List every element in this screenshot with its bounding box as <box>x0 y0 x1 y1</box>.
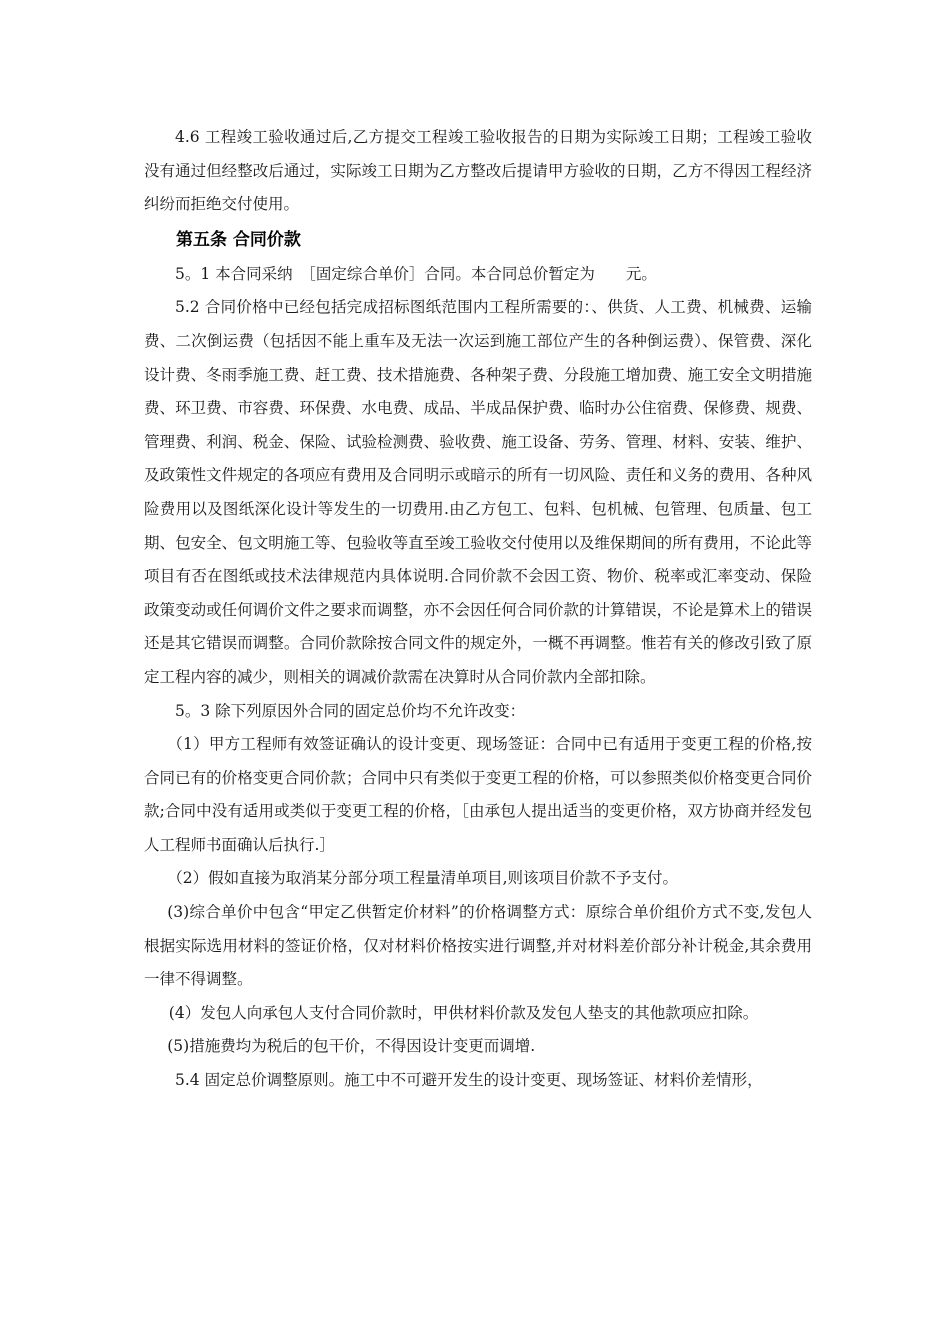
item-3-paragraph: (3)综合单价中包含“甲定乙供暂定价材料”的价格调整方式：原综合单价组价方式不变,发包人根据实际选用材料的签证价格，仅对材料价格按实进行调整,并对材料差价部分补计税金,其余费用一律不得调整。 <box>144 903 812 989</box>
section-5-3-paragraph: 5。3 除下列原因外合同的固定总价均不允许改变： <box>175 701 526 720</box>
article-5-heading: 第五条 合同价款 <box>176 229 301 250</box>
document-body <box>144 121 812 1098</box>
item-5-paragraph: (5)措施费均为税后的包干价，不得因设计变更而调增. <box>167 1037 536 1056</box>
section-5-2-paragraph: 5.2 合同价格中已经包括完成招标图纸范围内工程所需要的：、供货、人工费、机械费、运输费、二次倒运费（包括因不能上重车及无法一次运到施工部位产生的各种倒运费）、保管费、深化设计费、冬雨季施工费、赶工费、技术措施费、各种架子费、分段施工增加费、施工安全文明措施费、环卫费、市容费、环保费、水电费、成品、半成品保护费、临时办公住宿费、保修费、规费、管理费、利润、税金、保险、试验检测费、验收费、施工设备、劳务、管理、材料、安装、维护、及政策性文件规定的各项应有费用及合同明示或暗示的所有一切风险、责任和义务的费用、各种风险费用以及图纸深化设计等发生的一切费用.由乙方包工、包料、包机械、包管理、包质量、包工期、包安全、包文明施工等、包验收等直至竣工验收交付使用以及维保期间的所有费用，不论此等项目有否在图纸或技术法律规范内具体说明.合同价款不会因工资、物价、税率或汇率变动、保险政策变动或任何调价文件之要求而调整，亦不会因任何合同价款的计算错误，不论是算术上的错误还是其它错误而调整。合同价款除按合同文件的规定外，一概不再调整。惟若有关的修改引致了原定工程内容的减少，则相关的调减价款需在决算时从合同价款内全部扣除。 <box>144 298 812 686</box>
item-2-paragraph: （2）假如直接为取消某分部分项工程量清单项目,则该项目价款不予支付。 <box>167 869 679 888</box>
item-4-paragraph: (4）发包人向承包人支付合同价款时，甲供材料价款及发包人垫支的其他款项应扣除。 <box>168 1003 759 1022</box>
section-5-1-paragraph: 5。1 本合同采纳 ［固定综合单价］合同。本合同总价暂定为 元。 <box>175 264 657 283</box>
section-5-4-paragraph: 5.4 固定总价调整原则。施工中不可避开发生的设计变更、现场签证、材料价差情形， <box>175 1071 763 1090</box>
item-1-paragraph: （1）甲方工程师有效签证确认的设计变更、现场签证：合同中已有适用于变更工程的价格,按合同已有的价格变更合同价款；合同中只有类似于变更工程的价格，可以参照类似价格变更合同价款;合同中没有适用或类似于变更工程的价格，［由承包人提出适当的变更价格，双方协商并经发包人工程师书面确认后执行.］ <box>144 735 812 854</box>
section-4-6-paragraph: 4.6 工程竣工验收通过后,乙方提交工程竣工验收报告的日期为实际竣工日期；工程竣工验收没有通过但经整改后通过，实际竣工日期为乙方整改后提请甲方验收的日期，乙方不得因工程经济纠纷而拒绝交付使用。 <box>144 128 812 214</box>
